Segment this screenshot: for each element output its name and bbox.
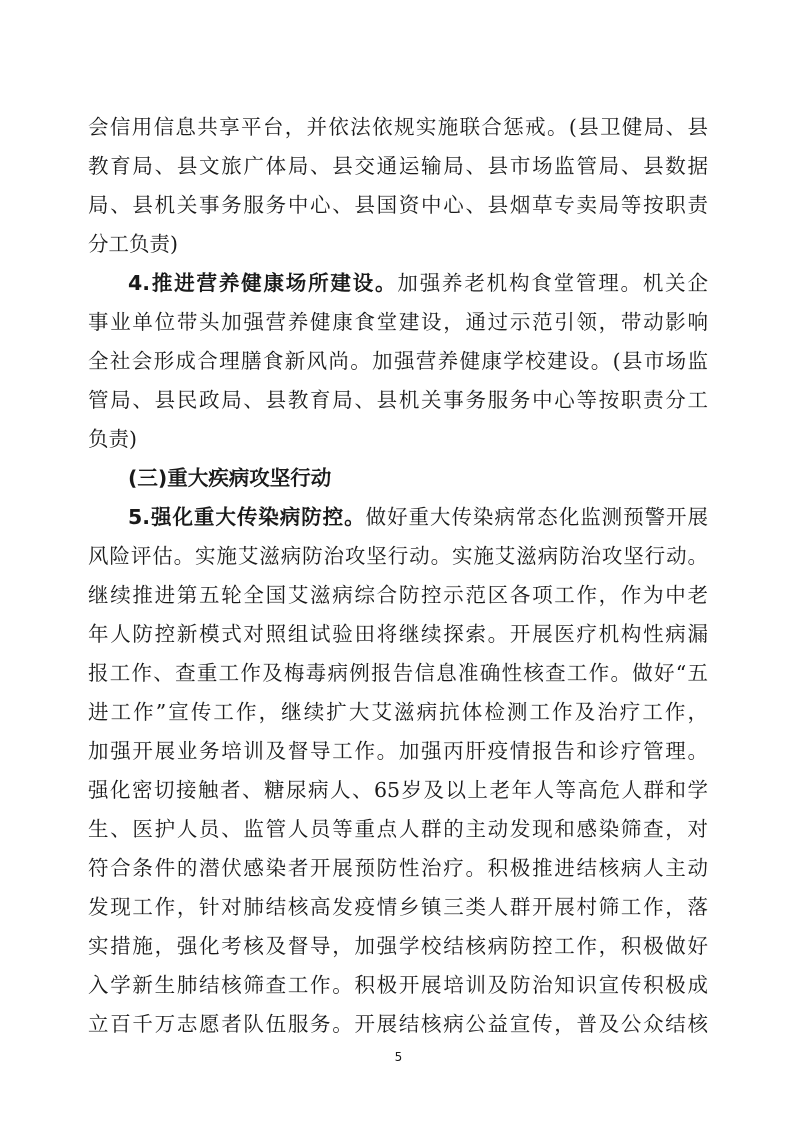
paragraph-1-line-4: 分工负责) (88, 232, 178, 256)
paragraph-1-line-3: 局、县机关事务服务中心、县国资中心、县烟草专卖局等按职责 (88, 193, 708, 217)
paragraph-3-line-11: 发现工作，针对肺结核高发疫情乡镇三类人群开展村筛工作，落 (88, 895, 708, 919)
paragraph-3-line-8: 强化密切接触者、糖尿病人、65岁及以上老年人等高危人群和学 (88, 778, 708, 802)
paragraph-3-line-4: 年人防控新模式对照组试验田将继续探索。开展医疗机构性病漏 (88, 622, 708, 646)
paragraph-2-line-3: 全社会形成合理膳食新风尚。加强营养健康学校建设。(县市场监 (88, 349, 708, 373)
paragraph-2-line-1 (128, 268, 708, 298)
section-heading: (三)重大疾病攻坚行动 (128, 466, 332, 490)
paragraph-3-line-9: 生、医护人员、监管人员等重点人群的主动发现和感染筛查，对 (88, 817, 708, 841)
paragraph-1-line-1: 会信用信息共享平台，并依法依规实施联合惩戒。(县卫健局、县 (88, 115, 708, 139)
paragraph-3-line-13: 入学新生肺结核筛查工作。积极开展培训及防治知识宣传积极成 (88, 973, 708, 997)
paragraph-3-line-1 (128, 502, 708, 532)
paragraph-3-line-14: 立百千万志愿者队伍服务。开展结核病公益宣传，普及公众结核 (88, 1012, 708, 1036)
paragraph-2-lead: 4.推进营养健康场所建设。 (128, 271, 398, 295)
paragraph-2-line-5: 负责) (88, 427, 137, 451)
paragraph-3-line-10: 符合条件的潜伏感染者开展预防性治疗。积极推进结核病人主动 (88, 856, 708, 880)
paragraph-3-line-6: 进工作”宣传工作，继续扩大艾滋病抗体检测工作及治疗工作， (88, 700, 708, 724)
paragraph-2-line-4: 管局、县民政局、县教育局、县机关事务服务中心等按职责分工 (88, 388, 708, 412)
paragraph-2-first-line-rest: 加强养老机构食堂管理。机关企 (397, 271, 709, 295)
paragraph-3-line-2: 风险评估。实施艾滋病防治攻坚行动。实施艾滋病防治攻坚行动。 (88, 544, 708, 568)
paragraph-3-line-7: 加强开展业务培训及督导工作。加强丙肝疫情报告和诊疗管理。 (88, 739, 708, 763)
paragraph-3-line-5: 报工作、查重工作及梅毒病例报告信息准确性核查工作。做好“五 (88, 661, 708, 685)
paragraph-3-lead: 5.强化重大传染病防控。 (128, 505, 366, 529)
paragraph-3-line-3: 继续推进第五轮全国艾滋病综合防控示范区各项工作，作为中老 (88, 583, 708, 607)
paragraph-3-first-line-rest: 做好重大传染病常态化监测预警开展 (365, 505, 708, 529)
paragraph-1-line-2: 教育局、县文旅广体局、县交通运输局、县市场监管局、县数据 (88, 154, 708, 178)
paragraph-2-line-2: 事业单位带头加强营养健康食堂建设，通过示范引领，带动影响 (88, 310, 708, 334)
page-number: 5 (394, 1050, 403, 1064)
paragraph-3-line-12: 实措施，强化考核及督导，加强学校结核病防控工作，积极做好 (88, 934, 708, 958)
